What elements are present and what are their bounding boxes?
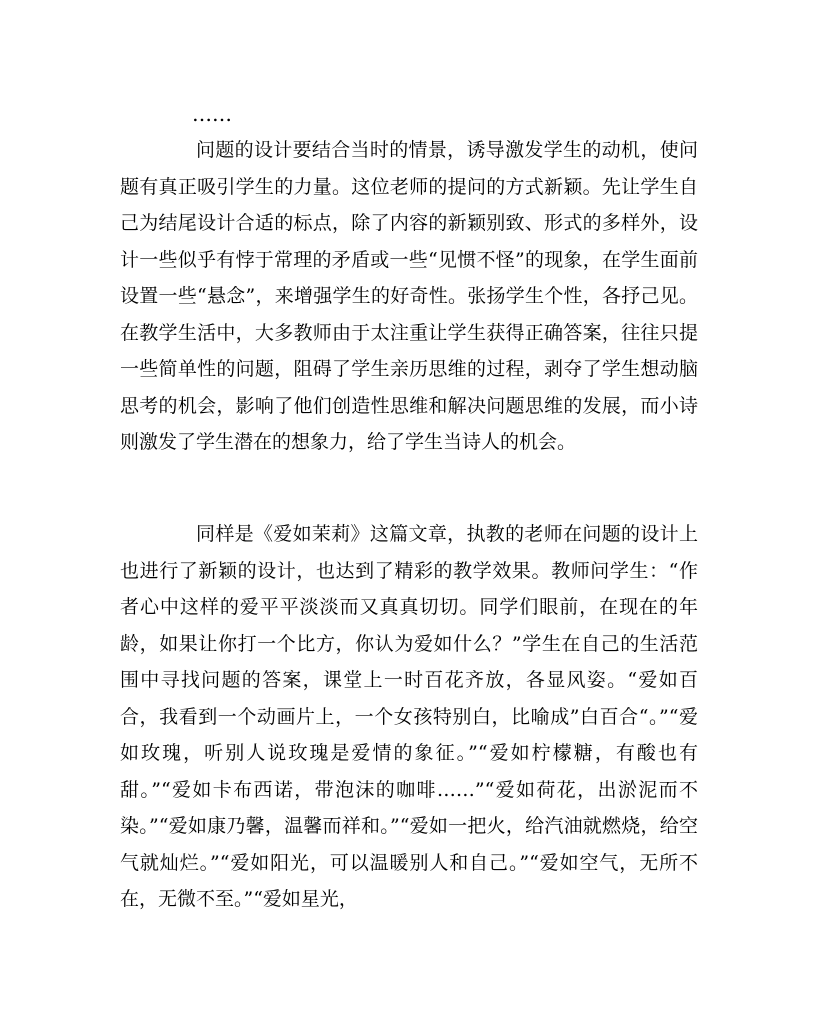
ellipsis-text: …… [192, 102, 232, 126]
paragraph-love-like-jasmine: 同样是《爱如茉莉》这篇文章，执教的老师在问题的设计上也进行了新颖的设计，也达到了精彩的教学效果。教师问学生：“作者心中这样的爱平平淡淡而又真真切切。同学们眼前，在现在的年龄，如果让你打一个比方，你认为爱如什么？”学生在自己的生活范围中寻找问题的答案，课堂上一时百花齐放，各显风姿。“爱如百合，我看到一个动画片上，一个女孩特别白，比喻成”白百合“。”“爱如玫瑰，听别人说玫瑰是爱情的象征。”“爱如柠檬糖，有酸也有甜。”“爱如卡布西诺，带泡沫的咖啡……”“爱如荷花，出淤泥而不染。”“爱如康乃馨，温馨而祥和。”“爱如一把火，给汽油就燃烧，给空气就灿烂。”“爱如阳光，可以温暖别人和自己。”“爱如空气，无所不在，无微不至。”“爱如星光， [120, 523, 698, 910]
paragraph-question-design: 问题的设计要结合当时的情景，诱导激发学生的动机，使问题有真正吸引学生的力量。这位老师的提问的方式新颖。先让学生自己为结尾设计合适的标点，除了内容的新颖别致、形式的多样外，设计一些似乎有悖于常理的矛盾或一些“见惯不怪”的现象，在学生面前设置一些“悬念”，来增强学生的好奇性。张扬学生个性，各抒己见。在教学生活中，大多教师由于太注重让学生获得正确答案，往往只提一些简单性的问题，阻碍了学生亲历思维的过程，剥夺了学生想动脑思考的机会，影响了他们创造性思维和解决问题思维的发展，而小诗则激发了学生潜在的想象力，给了学生当诗人的机会。 [120, 139, 698, 453]
